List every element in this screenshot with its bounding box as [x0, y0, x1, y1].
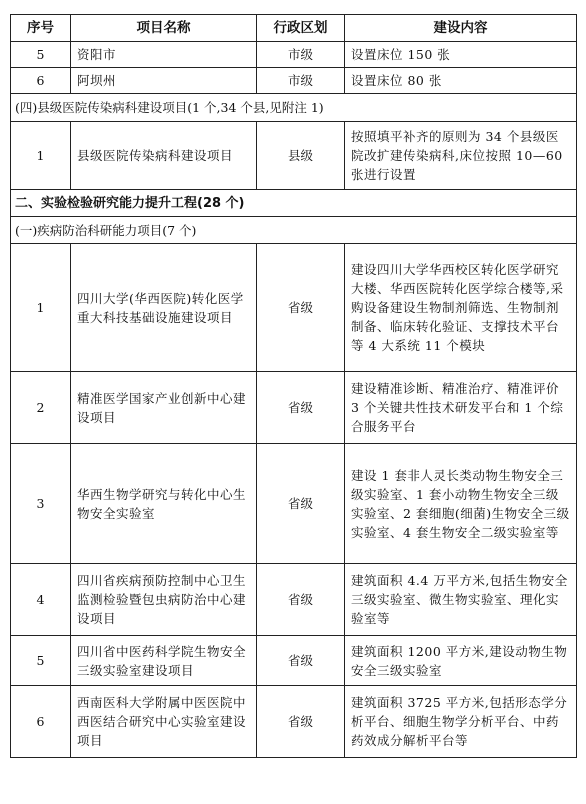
section-row [11, 217, 577, 244]
row-region: 省级 [257, 564, 345, 636]
row-content: 按照填平补齐的原则为 34 个县级医院改扩建传染病科,床位按照 10—60 张进行设置 [345, 122, 577, 190]
subsection-title: (一)疾病防治科研能力项目(7 个) [11, 217, 577, 244]
row-project-name: 精准医学国家产业创新中心建设项目 [71, 372, 257, 444]
header-content: 建设内容 [345, 15, 577, 42]
table-row [11, 686, 577, 758]
row-region: 省级 [257, 686, 345, 758]
section-row [11, 190, 577, 217]
row-serial: 4 [11, 564, 71, 636]
row-project-name: 华西生物学研究与转化中心生物安全实验室 [71, 444, 257, 564]
row-content: 设置床位 80 张 [345, 68, 577, 94]
row-project-name: 资阳市 [71, 42, 257, 68]
row-project-name: 四川省中医药科学院生物安全三级实验室建设项目 [71, 636, 257, 686]
row-content: 建筑面积 1200 平方米,建设动物生物安全三级实验室 [345, 636, 577, 686]
row-region: 省级 [257, 244, 345, 372]
row-serial: 3 [11, 444, 71, 564]
row-region: 市级 [257, 42, 345, 68]
row-project-name: 县级医院传染病科建设项目 [71, 122, 257, 190]
row-serial: 6 [11, 686, 71, 758]
row-serial: 1 [11, 244, 71, 372]
table-row [11, 68, 577, 94]
table-header-row [11, 15, 577, 42]
row-content: 建设精准诊断、精准治疗、精准评价 3 个关键共性技术研发平台和 1 个综合服务平台 [345, 372, 577, 444]
table-row [11, 444, 577, 564]
header-serial: 序号 [11, 15, 71, 42]
row-project-name: 四川大学(华西医院)转化医学重大科技基础设施建设项目 [71, 244, 257, 372]
project-table [10, 14, 577, 758]
table-row [11, 372, 577, 444]
row-project-name: 西南医科大学附属中医医院中西医结合研究中心实验室建设项目 [71, 686, 257, 758]
row-region: 县级 [257, 122, 345, 190]
row-content: 建筑面积 4.4 万平方米,包括生物安全三级实验室、微生物实验室、理化实验室等 [345, 564, 577, 636]
header-region: 行政区划 [257, 15, 345, 42]
row-region: 省级 [257, 444, 345, 564]
table-row [11, 564, 577, 636]
row-serial: 2 [11, 372, 71, 444]
header-project-name: 项目名称 [71, 15, 257, 42]
row-project-name: 阿坝州 [71, 68, 257, 94]
part-title: 二、实验检验研究能力提升工程(28 个) [11, 190, 577, 217]
row-region: 省级 [257, 372, 345, 444]
section-title-county: (四)县级医院传染病科建设项目(1 个,34 个县,见附注 1) [11, 94, 577, 122]
row-content: 设置床位 150 张 [345, 42, 577, 68]
row-content: 建设四川大学华西校区转化医学研究大楼、华西医院转化医学综合楼等,采购设备建设生物制剂筛选、生物制剂制备、临床转化验证、支撑技术平台等 4 大系统 11 个模块 [345, 244, 577, 372]
table-row [11, 42, 577, 68]
table-row [11, 244, 577, 372]
row-region: 省级 [257, 636, 345, 686]
section-row [11, 94, 577, 122]
row-serial: 5 [11, 42, 71, 68]
row-serial: 1 [11, 122, 71, 190]
row-content: 建筑面积 3725 平方米,包括形态学分析平台、细胞生物学分析平台、中药药效成分解析平台等 [345, 686, 577, 758]
table-row [11, 636, 577, 686]
table-row [11, 122, 577, 190]
row-serial: 6 [11, 68, 71, 94]
row-content: 建设 1 套非人灵长类动物生物安全三级实验室、1 套小动物生物安全三级实验室、2 套细胞(细菌)生物安全三级实验室、4 套生物安全二级实验室等 [345, 444, 577, 564]
row-region: 市级 [257, 68, 345, 94]
row-serial: 5 [11, 636, 71, 686]
row-project-name: 四川省疾病预防控制中心卫生监测检验暨包虫病防治中心建设项目 [71, 564, 257, 636]
